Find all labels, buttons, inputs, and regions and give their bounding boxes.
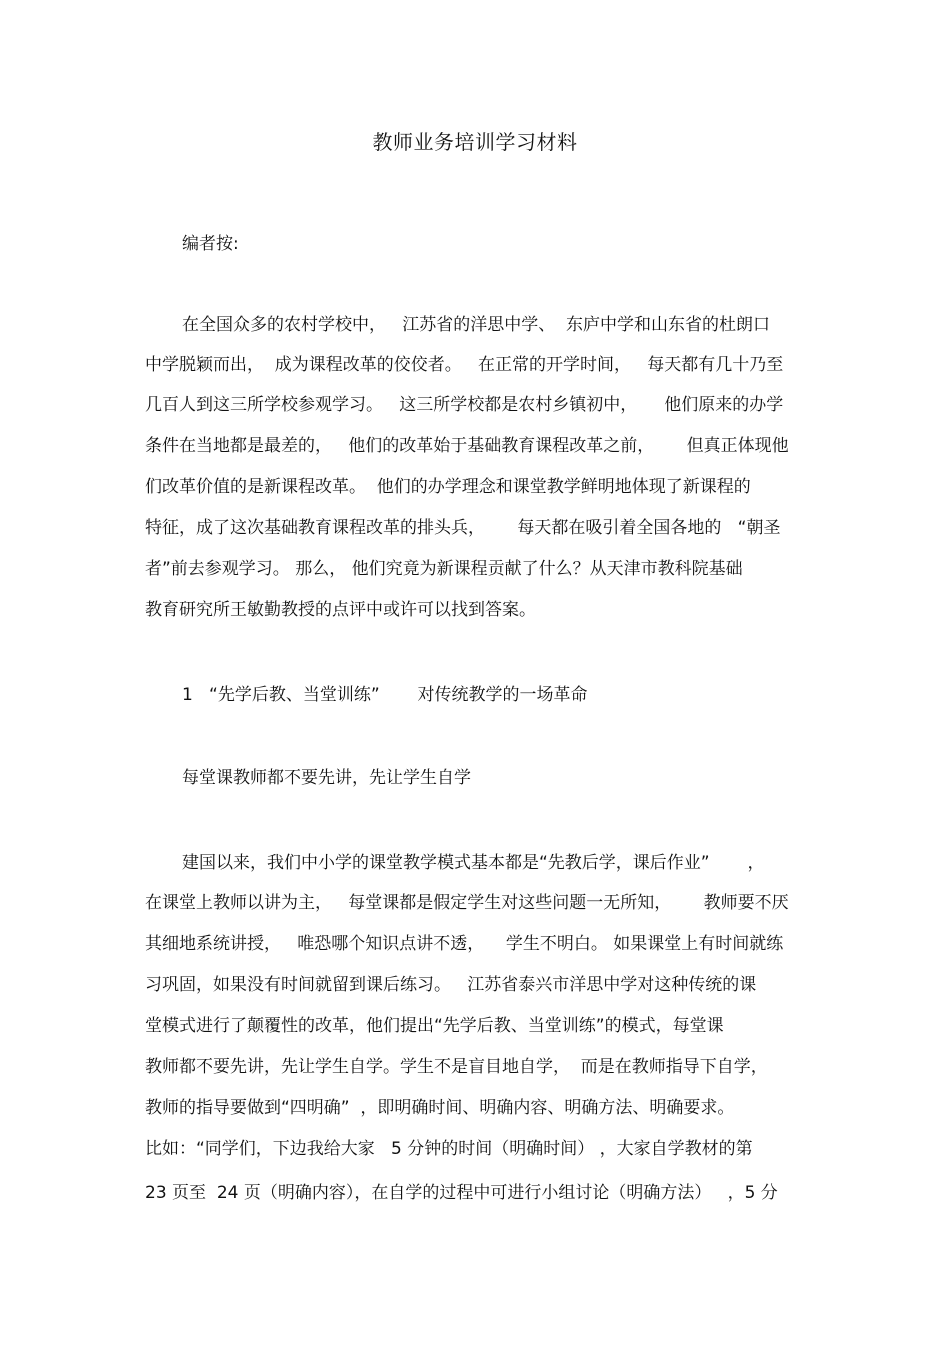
intro-line: 几百人到这三所学校参观学习。 这三所学校都是农村乡镇初中， 他们原来的办学 xyxy=(145,395,784,415)
body-line: 教师的指导要做到“四明确” ，即明确时间、明确内容、明确方法、明确要求。 xyxy=(145,1098,735,1118)
intro-line: 条件在当地都是最差的， 他们的改革始于基础教育课程改革之前， 但真正体现他 xyxy=(145,436,789,456)
section-subheading: 每堂课教师都不要先讲，先让学生自学 xyxy=(182,768,471,788)
intro-line: 在全国众多的农村学校中， 江苏省的洋思中学、 东庐中学和山东省的杜朗口 xyxy=(182,315,771,335)
intro-line: 们改革价值的是新课程改革。 他们的办学理念和课堂教学鲜明地体现了新课程的 xyxy=(145,477,751,497)
body-line: 建国以来，我们中小学的课堂教学模式基本都是“先教后学，课后作业” ， xyxy=(182,853,765,873)
intro-line: 特征，成了这次基础教育课程改革的排头兵， 每天都在吸引着全国各地的 “朝圣 xyxy=(145,518,781,538)
editor-note-label: 编者按: xyxy=(182,234,239,254)
body-line: 教师都不要先讲，先让学生自学。学生不是盲目地自学， 而是在教师指导下自学， xyxy=(145,1057,768,1077)
intro-line: 者”前去参观学习。 那么， 他们究竟为新课程贡献了什么？从天津市教科院基础 xyxy=(145,559,743,579)
body-line: 在课堂上教师以讲为主， 每堂课都是假定学生对这些问题一无所知， 教师要不厌 xyxy=(145,893,789,913)
intro-line: 教育研究所王敏勤教授的点评中或许可以找到答案。 xyxy=(145,600,536,620)
body-line: 堂模式进行了颠覆性的改革，他们提出“先学后教、当堂训练”的模式，每堂课 xyxy=(145,1016,724,1036)
section-heading: 1 “先学后教、当堂训练” 对传统教学的一场革命 xyxy=(182,685,588,705)
body-line: 23 页至 24 页（明确内容），在自学的过程中可进行小组讨论（明确方法） ，5 分 xyxy=(145,1183,778,1203)
intro-line: 中学脱颖而出， 成为课程改革的佼佼者。 在正常的开学时间， 每天都有几十乃至 xyxy=(145,355,784,375)
body-line: 比如：“同学们，下边我给大家 5 分钟的时间（明确时间） ，大家自学教材的第 xyxy=(145,1139,753,1159)
body-line: 其细地系统讲授， 唯恐哪个知识点讲不透， 学生不明白。 如果课堂上有时间就练 xyxy=(145,934,784,954)
body-line: 习巩固，如果没有时间就留到课后练习。 江苏省泰兴市洋思中学对这种传统的课 xyxy=(145,975,757,995)
document-title: 教师业务培训学习材料 xyxy=(372,130,578,154)
